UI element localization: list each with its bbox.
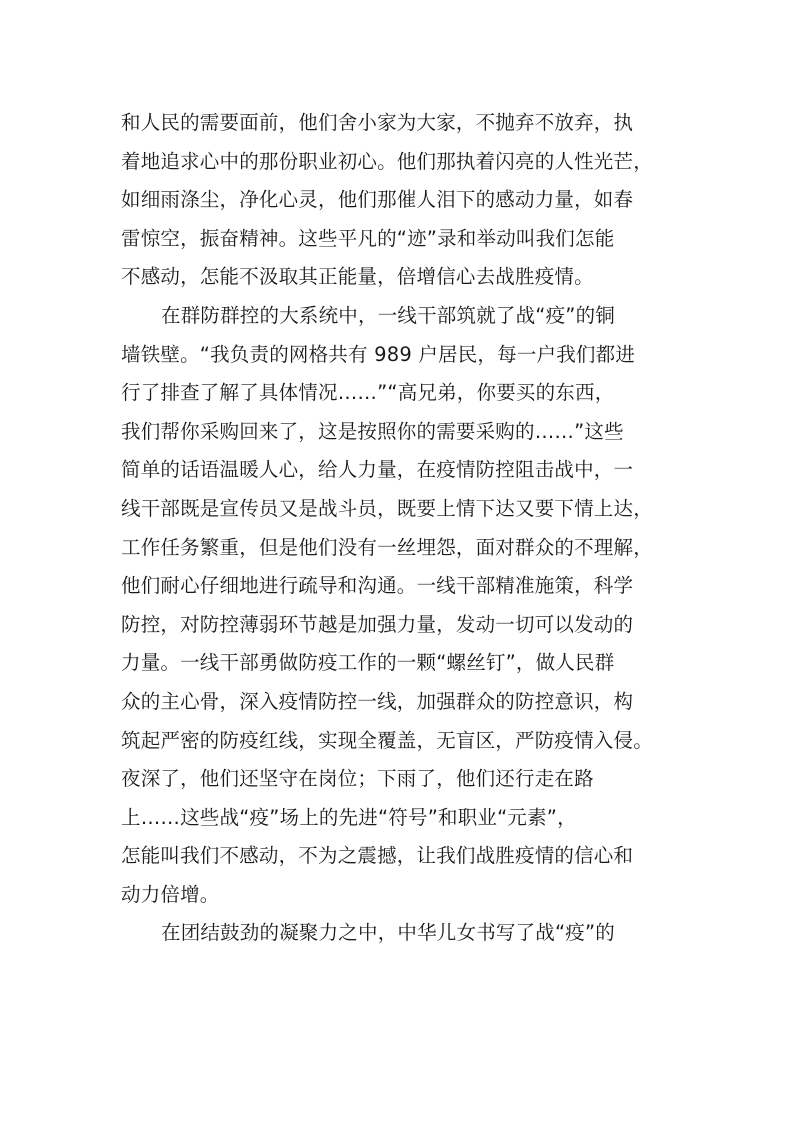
text-line: 怎能叫我们不感动，不为之震撼，让我们战胜疫情的信心和 xyxy=(121,844,634,868)
text-line: 工作任务繁重，但是他们没有一丝埋怨，面对群众的不理解， xyxy=(121,535,653,559)
text-line: 和人民的需要面前，他们舍小家为大家，不抛弃不放弃，执 xyxy=(121,111,634,134)
text-line: 动力倍增。 xyxy=(121,882,220,906)
text-line: 我们帮你采购回来了，这是按照你的需要采购的……”这些 xyxy=(121,419,624,443)
text-line: 线干部既是宣传员又是战斗员，既要上情下达又要下情上达， xyxy=(121,496,653,520)
text-line: 他们耐心仔细地进行疏导和沟通。一线干部精准施策，科学 xyxy=(121,574,634,598)
text-line: 墙铁壁。“我负责的网格共有 989 户居民，每一户我们都进 xyxy=(121,342,636,366)
text-line: 如细雨涤尘，净化心灵，他们那催人泪下的感动力量，如春 xyxy=(121,188,634,212)
text-line: 行了排查了解了具体情况……”“高兄弟，你要买的东西， xyxy=(121,381,615,405)
text-line: 力量。一线干部勇做防疫工作的一颗“螺丝钉”，做人民群 xyxy=(121,651,615,675)
text-line: 着地追求心中的那份职业初心。他们那执着闪亮的人性光芒， xyxy=(121,149,653,173)
paragraph-first-line: 在团结鼓劲的凝聚力之中，中华儿女书写了战“疫”的 xyxy=(161,921,616,945)
text-line: 上……这些战“疫”场上的先进“符号”和职业“元素”， xyxy=(121,805,577,829)
text-line: 不感动，怎能不汲取其正能量，倍增信心去战胜疫情。 xyxy=(121,265,594,289)
text-line: 夜深了，他们还坚守在岗位；下雨了，他们还行走在路 xyxy=(121,767,594,791)
text-line: 防控，对防控薄弱环节越是加强力量，发动一切可以发动的 xyxy=(121,612,634,636)
body-text xyxy=(121,104,681,953)
text-line: 众的主心骨，深入疫情防控一线，加强群众的防控意识，构 xyxy=(121,689,634,713)
paragraph-first-line: 在群防群控的大系统中，一线干部筑就了战“疫”的铜 xyxy=(161,303,616,327)
text-line: 简单的话语温暖人心，给人力量，在疫情防控阻击战中，一 xyxy=(121,458,634,482)
text-line: 筑起严密的防疫红线，实现全覆盖，无盲区，严防疫情入侵。 xyxy=(121,728,653,752)
text-line: 雷惊空，振奋精神。这些平凡的“迹”录和举动叫我们怎能 xyxy=(121,226,615,250)
